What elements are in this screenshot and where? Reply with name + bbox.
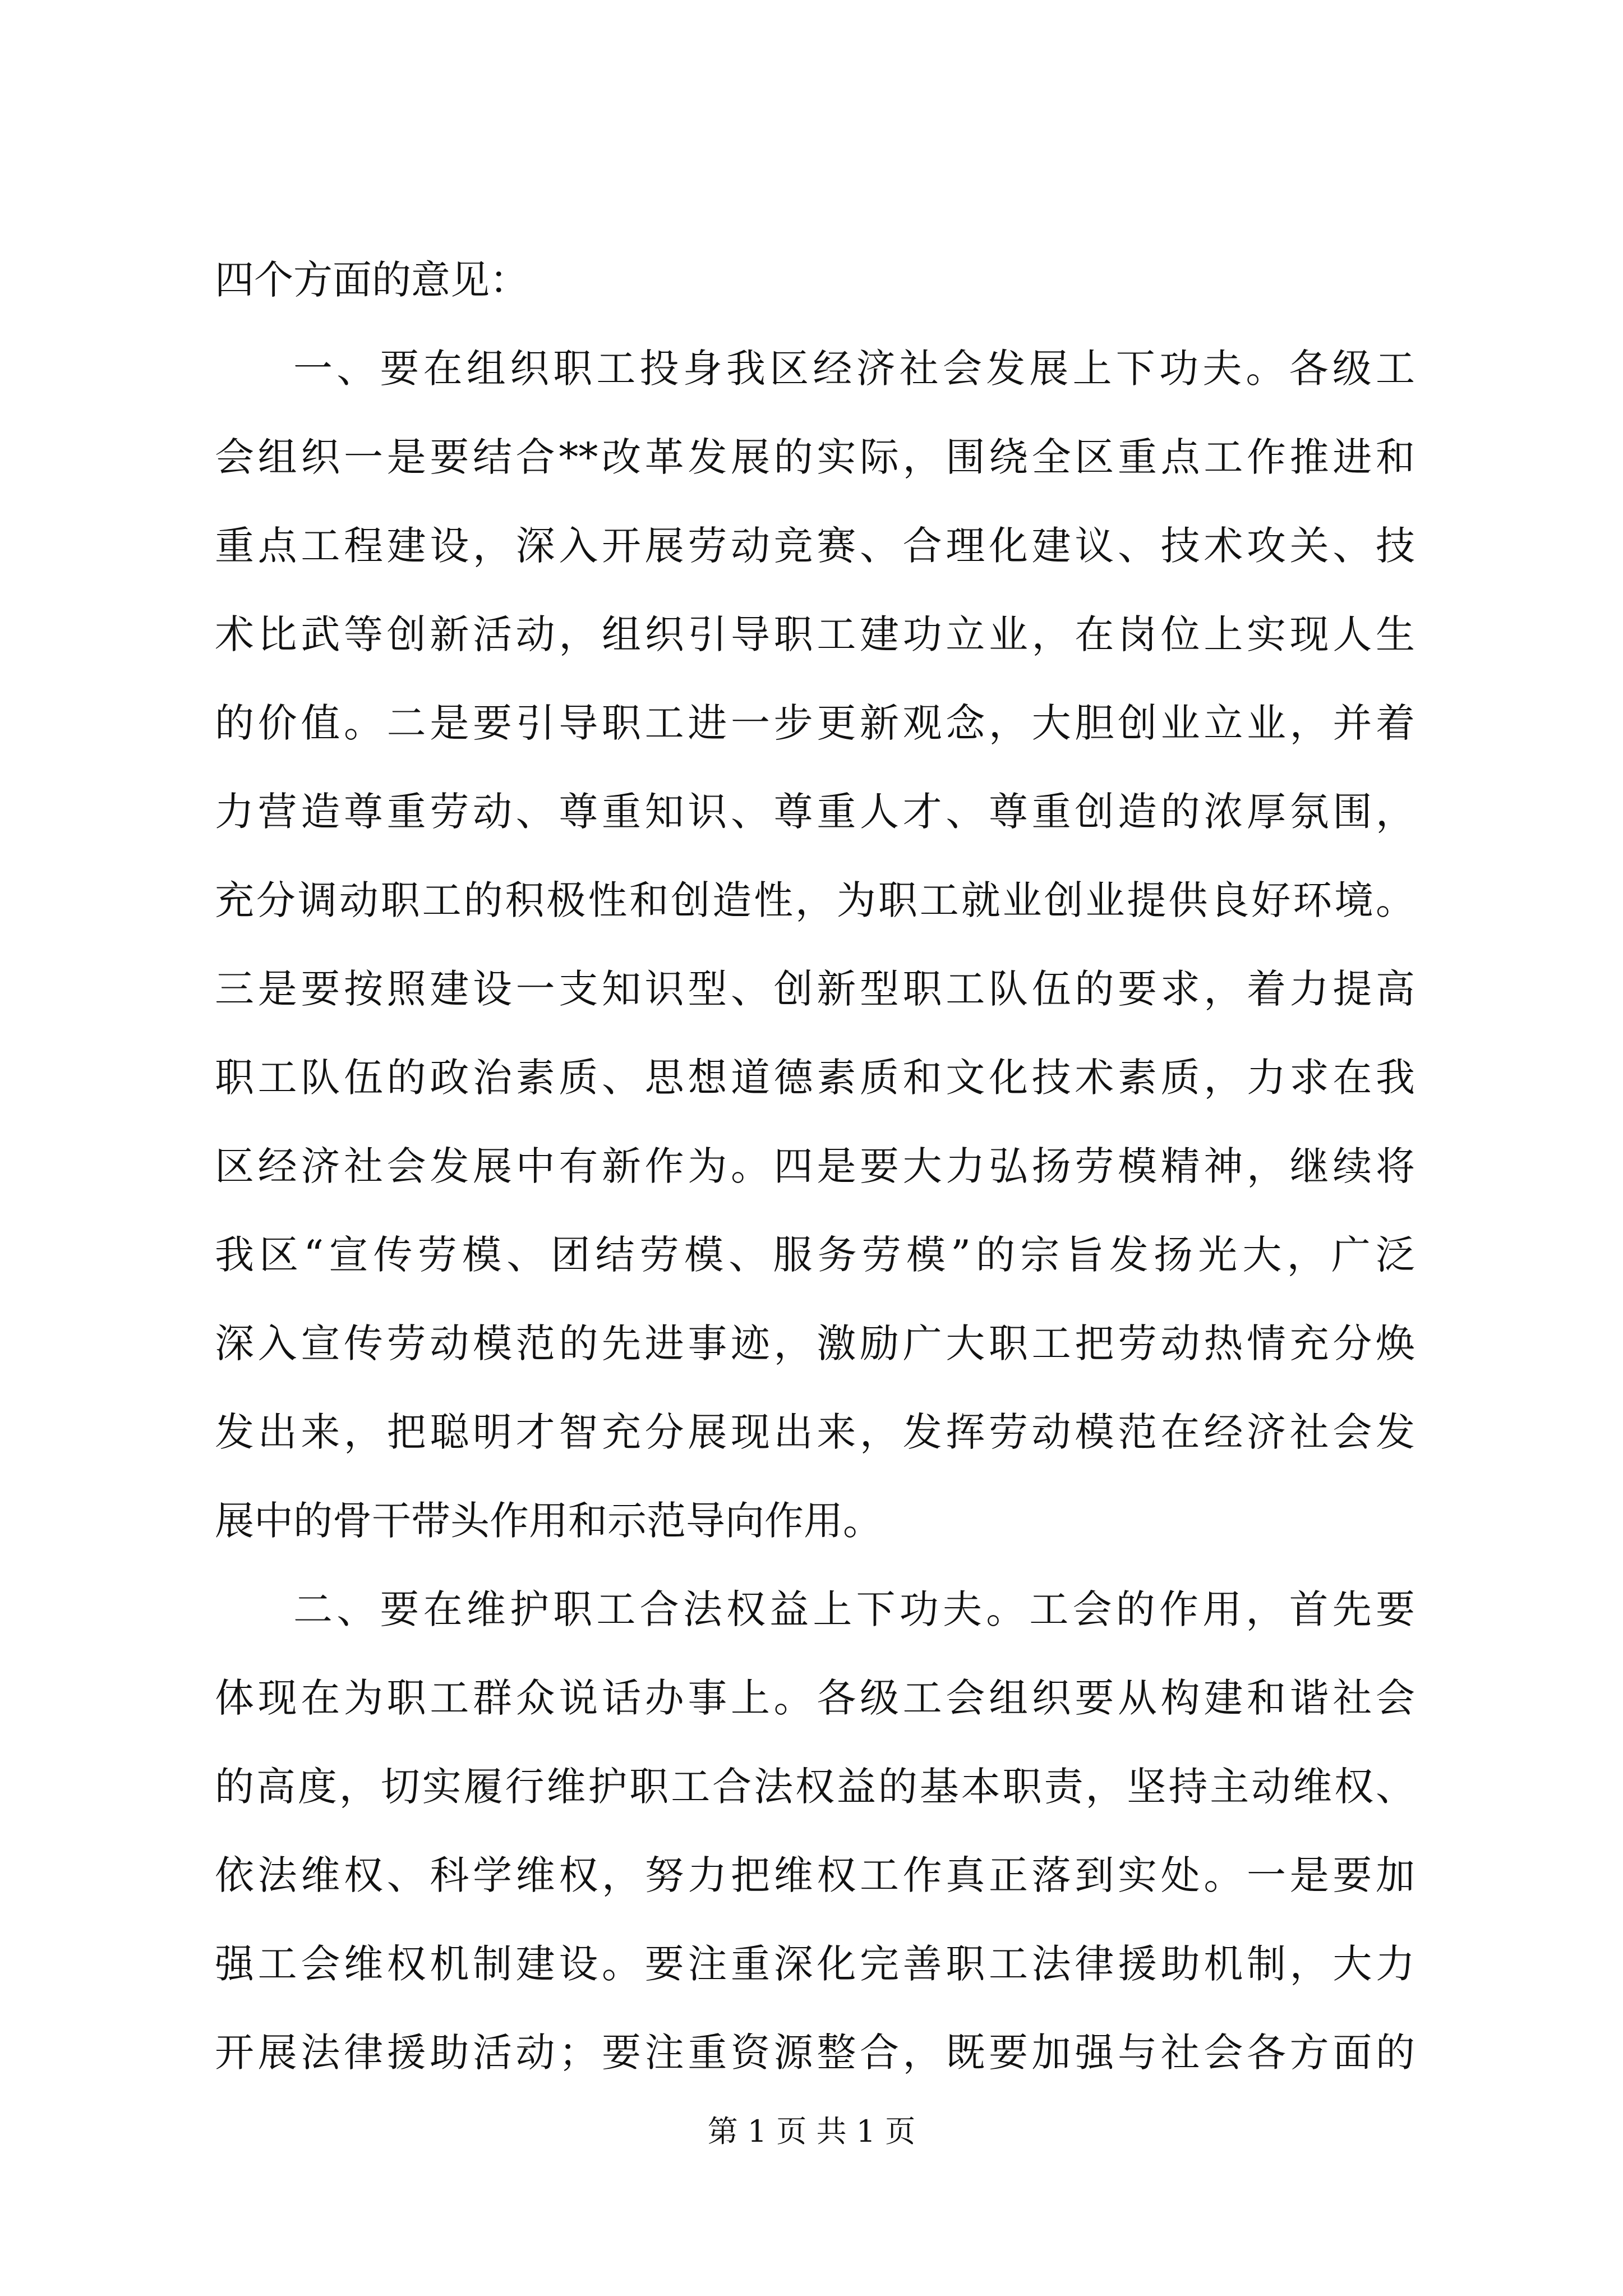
text-line: 体现在为职工群众说话办事上。各级工会组织要从构建和谐社会 xyxy=(215,1675,1415,1721)
text-line: 的高度，切实履行维护职工合法权益的基本职责，坚持主动维权、 xyxy=(215,1764,1415,1810)
text-line: 二、要在维护职工合法权益上下功夫。工会的作用，首先要 xyxy=(293,1586,1415,1632)
text-line: 深入宣传劳动模范的先进事迹，激励广大职工把劳动热情充分焕 xyxy=(215,1320,1415,1366)
text-line: 依法维权、科学维权，努力把维权工作真正落到实处。一是要加 xyxy=(215,1852,1415,1898)
page-footer xyxy=(0,2109,1623,2154)
text-line: 开展法律援助活动；要注重资源整合，既要加强与社会各方面的 xyxy=(215,2030,1415,2076)
text-line: 会组织一是要结合**改革发展的实际，围绕全区重点工作推进和 xyxy=(215,434,1415,480)
text-line: 充分调动职工的积极性和创造性，为职工就业创业提供良好环境。 xyxy=(215,877,1415,923)
document-body xyxy=(215,236,1415,2097)
text-line: 强工会维权机制建设。要注重深化完善职工法律援助机制，大力 xyxy=(215,1941,1415,1987)
text-line: 力营造尊重劳动、尊重知识、尊重人才、尊重创造的浓厚氛围， xyxy=(215,789,1415,835)
text-line: 重点工程建设，深入开展劳动竞赛、合理化建议、技术攻关、技 xyxy=(215,523,1415,569)
text-line: 四个方面的意见： xyxy=(215,257,529,303)
text-line: 我区“宣传劳模、团结劳模、服务劳模”的宗旨发扬光大，广泛 xyxy=(215,1232,1415,1278)
text-line: 发出来，把聪明才智充分展现出来，发挥劳动模范在经济社会发 xyxy=(215,1409,1415,1455)
text-line: 区经济社会发展中有新作为。四是要大力弘扬劳模精神，继续将 xyxy=(215,1143,1415,1189)
text-line: 展中的骨干带头作用和示范导向作用。 xyxy=(215,1498,882,1544)
text-line: 三是要按照建设一支知识型、创新型职工队伍的要求，着力提高 xyxy=(215,966,1415,1012)
text-line: 的价值。二是要引导职工进一步更新观念，大胆创业立业，并着 xyxy=(215,700,1415,746)
text-line: 职工队伍的政治素质、思想道德素质和文化技术素质，力求在我 xyxy=(215,1055,1415,1101)
page-number-label: 第 1 页 共 1 页 xyxy=(707,2114,916,2149)
text-line: 一、要在组织职工投身我区经济社会发展上下功夫。各级工 xyxy=(293,346,1415,392)
text-line: 术比武等创新活动，组织引导职工建功立业，在岗位上实现人生 xyxy=(215,611,1415,657)
